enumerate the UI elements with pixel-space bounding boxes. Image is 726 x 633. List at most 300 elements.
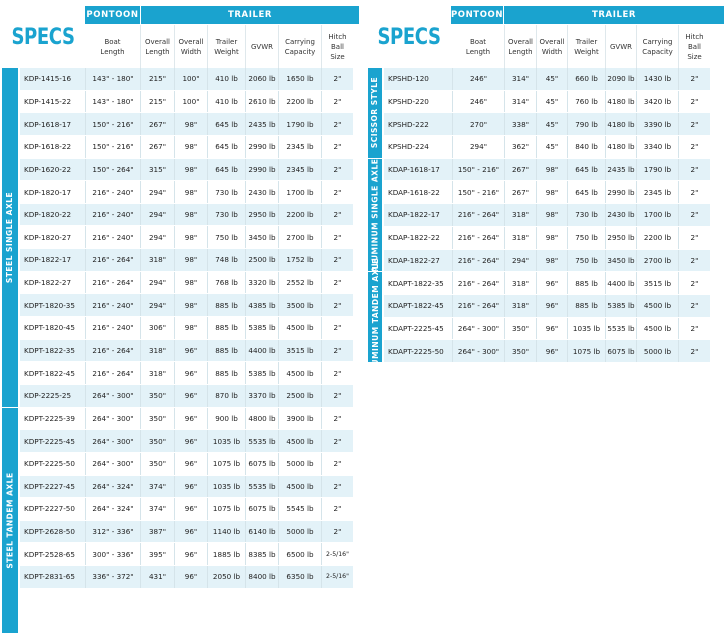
value-cell: 96" — [536, 272, 567, 294]
value-cell: 98" — [174, 136, 207, 158]
model-cell: KDPT-2831-65 — [24, 572, 75, 582]
value-cell: 410 lb — [207, 91, 245, 113]
table-row — [20, 294, 353, 317]
value-cell: 6500 lb — [278, 543, 321, 565]
value-cell: 4500 lb — [636, 295, 678, 317]
value-cell: 216" - 264" — [452, 250, 504, 272]
value-cell: 96" — [174, 362, 207, 384]
value-cell: 2" — [678, 181, 710, 203]
table-row — [20, 498, 353, 521]
column-header: Trailer Weight — [567, 25, 605, 68]
table-row — [384, 272, 710, 295]
value-cell: 98" — [536, 250, 567, 272]
value-cell: 150" - 216" — [85, 136, 140, 158]
table-row — [20, 408, 353, 431]
value-cell: 2" — [678, 272, 710, 294]
value-cell: 5000 lb — [636, 340, 678, 362]
value-cell: 98" — [174, 249, 207, 271]
value-cell: 750 lb — [207, 226, 245, 248]
value-cell: 4180 lb — [605, 113, 636, 135]
value-cell: 748 lb — [207, 249, 245, 271]
table-row — [20, 159, 353, 182]
value-cell: 216" - 264" — [452, 295, 504, 317]
value-cell: 267" — [140, 136, 174, 158]
value-cell: 2" — [678, 340, 710, 362]
model-cell: KPSHD-220 — [388, 97, 429, 107]
value-cell: 264" - 324" — [85, 498, 140, 520]
value-cell: 2500 lb — [245, 249, 278, 271]
section-label — [368, 68, 382, 158]
pontoon-group-header: PONTOON — [85, 6, 140, 24]
value-cell: 645 lb — [207, 159, 245, 181]
model-cell: KDP-1820-22 — [24, 210, 72, 220]
value-cell: 150" - 216" — [452, 181, 504, 203]
value-cell: 362" — [504, 136, 536, 158]
value-cell: 2" — [321, 204, 353, 226]
value-cell: 4500 lb — [636, 318, 678, 340]
column-header: Overall Length — [140, 25, 174, 68]
value-cell: 96" — [536, 340, 567, 362]
value-cell: 216" - 240" — [85, 294, 140, 316]
model-cell: KDP-2225-25 — [24, 391, 72, 401]
model-cell: KDPT-1822-45 — [24, 368, 75, 378]
section-label-text: ALUMINUM SINGLE AXLE — [370, 158, 380, 272]
value-cell: 1430 lb — [636, 68, 678, 90]
table-row — [384, 340, 710, 363]
value-cell: 5535 lb — [245, 476, 278, 498]
value-cell: 2" — [321, 317, 353, 339]
value-cell: 6350 lb — [278, 566, 321, 588]
value-cell: 318" — [504, 204, 536, 226]
value-cell: 216" - 264" — [85, 362, 140, 384]
value-cell: 98" — [174, 159, 207, 181]
model-cell: KDAP-1618-22 — [388, 187, 440, 197]
value-cell: 4800 lb — [245, 408, 278, 430]
model-cell: KDAPT-2225-50 — [388, 346, 444, 356]
value-cell: 660 lb — [567, 68, 605, 90]
value-cell: 96" — [536, 295, 567, 317]
value-cell: 216" - 264" — [85, 340, 140, 362]
value-cell: 2" — [321, 159, 353, 181]
value-cell: 318" — [140, 340, 174, 362]
value-cell: 96" — [174, 521, 207, 543]
value-cell: 6075 lb — [245, 453, 278, 475]
value-cell: 2" — [678, 227, 710, 249]
model-cell: KDP-1415-22 — [24, 96, 72, 106]
column-header: GVWR — [605, 25, 636, 68]
model-cell: KDP-1822-27 — [24, 278, 72, 288]
value-cell: 2435 lb — [245, 113, 278, 135]
value-cell: 270" — [452, 113, 504, 135]
value-cell: 3515 lb — [278, 340, 321, 362]
value-cell: 2" — [321, 521, 353, 543]
model-cell: KDPT-1822-35 — [24, 346, 75, 355]
value-cell: 4500 lb — [278, 362, 321, 384]
value-cell: 2200 lb — [278, 204, 321, 226]
value-cell: 2" — [678, 295, 710, 317]
model-cell: KDAP-1822-17 — [388, 210, 440, 220]
value-cell: 410 lb — [207, 68, 245, 90]
value-cell: 318" — [504, 272, 536, 294]
value-cell: 2" — [678, 113, 710, 135]
value-cell: 143" - 180" — [85, 68, 140, 90]
section-label — [368, 159, 382, 272]
value-cell: 336" - 372" — [85, 566, 140, 588]
value-cell: 45" — [536, 91, 567, 113]
value-cell: 350" — [140, 408, 174, 430]
value-cell: 1075 lb — [207, 453, 245, 475]
section-label-text: ALUMINUM TANDEM AXLE — [370, 257, 380, 377]
value-cell: 8385 lb — [245, 543, 278, 565]
model-cell: KDAPT-1822-35 — [388, 278, 444, 288]
value-cell: 1075 lb — [207, 498, 245, 520]
value-cell: 2435 lb — [605, 159, 636, 181]
value-cell: 2" — [321, 226, 353, 248]
value-cell: 730 lb — [207, 204, 245, 226]
value-cell: 885 lb — [207, 340, 245, 362]
value-cell: 143" - 180" — [85, 91, 140, 113]
value-cell: 5385 lb — [245, 362, 278, 384]
value-cell: 96" — [174, 385, 207, 407]
model-cell: KDPT-2628-50 — [24, 527, 75, 537]
value-cell: 2" — [321, 113, 353, 135]
section-label-text: SCISSOR STYLE — [370, 77, 380, 149]
table-row — [384, 68, 710, 91]
value-cell: 6075 lb — [245, 498, 278, 520]
value-cell: 96" — [174, 453, 207, 475]
model-cell: KDP-1618-22 — [24, 142, 72, 152]
value-cell: 2430 lb — [245, 181, 278, 203]
value-cell: 215" — [140, 91, 174, 113]
table-row — [20, 543, 353, 566]
table-row — [384, 181, 710, 204]
value-cell: 300" - 336" — [85, 543, 140, 565]
value-cell: 5385 lb — [605, 295, 636, 317]
value-cell: 1790 lb — [278, 113, 321, 135]
table-body — [20, 68, 353, 589]
value-cell: 216" - 264" — [452, 272, 504, 294]
value-cell: 315" — [140, 159, 174, 181]
value-cell: 645 lb — [207, 113, 245, 135]
value-cell: 267" — [140, 113, 174, 135]
column-header: Overall Width — [536, 25, 567, 68]
section-label-text: STEEL TANDEM AXLE — [5, 472, 15, 569]
model-cell: KDP-1820-27 — [24, 232, 72, 242]
value-cell: 431" — [140, 566, 174, 588]
value-cell: 350" — [140, 385, 174, 407]
trailer-group-header: TRAILER — [504, 6, 724, 24]
value-cell: 264" - 324" — [85, 476, 140, 498]
table-row — [20, 521, 353, 544]
value-cell: 2-5/16" — [321, 543, 353, 565]
model-cell: KDAP-1822-22 — [388, 233, 440, 243]
model-cell: KDPT-1820-35 — [24, 300, 75, 310]
value-cell: 98" — [536, 204, 567, 226]
section-label-text: STEEL SINGLE AXLE — [5, 191, 15, 284]
value-cell: 267" — [504, 181, 536, 203]
value-cell: 3900 lb — [278, 408, 321, 430]
table-row — [384, 250, 710, 273]
value-cell: 350" — [140, 453, 174, 475]
value-cell: 100" — [174, 68, 207, 90]
value-cell: 215" — [140, 68, 174, 90]
value-cell: 96" — [174, 408, 207, 430]
value-cell: 4500 lb — [278, 317, 321, 339]
column-header: Boat Length — [100, 37, 125, 56]
value-cell: 8400 lb — [245, 566, 278, 588]
value-cell: 338" — [504, 113, 536, 135]
value-cell: 2" — [321, 91, 353, 113]
table-row — [20, 272, 353, 295]
model-cell: KDPT-1820-45 — [24, 323, 75, 333]
column-header: Overall Width — [174, 25, 207, 68]
value-cell: 2200 lb — [636, 227, 678, 249]
table-row — [20, 68, 353, 91]
column-header: Hitch Ball Size — [678, 25, 710, 68]
value-cell: 96" — [174, 340, 207, 362]
model-cell: KDAPT-1822-45 — [388, 301, 444, 311]
value-cell: 2990 lb — [245, 136, 278, 158]
model-cell: KDPT-2225-50 — [24, 459, 75, 469]
value-cell: 98" — [536, 227, 567, 249]
value-cell: 2" — [678, 159, 710, 181]
value-cell: 350" — [140, 430, 174, 452]
value-cell: 294" — [140, 181, 174, 203]
model-cell: KDP-1620-22 — [24, 164, 72, 174]
column-header: Carrying Capacity — [278, 25, 321, 68]
value-cell: 2" — [321, 362, 353, 384]
value-cell: 150" - 216" — [452, 159, 504, 181]
value-cell: 1700 lb — [278, 181, 321, 203]
value-cell: 2090 lb — [605, 68, 636, 90]
value-cell: 294" — [140, 294, 174, 316]
value-cell: 885 lb — [567, 295, 605, 317]
model-cell: KPSHD-222 — [388, 119, 429, 129]
value-cell: 264" - 300" — [452, 340, 504, 362]
value-cell: 3500 lb — [278, 294, 321, 316]
value-cell: 98" — [536, 181, 567, 203]
table-row — [20, 566, 353, 589]
value-cell: 2430 lb — [605, 204, 636, 226]
value-cell: 5535 lb — [245, 430, 278, 452]
value-cell: 216" - 264" — [452, 204, 504, 226]
value-cell: 96" — [174, 566, 207, 588]
value-cell: 1650 lb — [278, 68, 321, 90]
value-cell: 350" — [504, 318, 536, 340]
value-cell: 2" — [678, 250, 710, 272]
value-cell: 2610 lb — [245, 91, 278, 113]
value-cell: 3450 lb — [605, 250, 636, 272]
value-cell: 645 lb — [567, 181, 605, 203]
value-cell: 264" - 300" — [85, 453, 140, 475]
value-cell: 750 lb — [567, 250, 605, 272]
value-cell: 5545 lb — [278, 498, 321, 520]
value-cell: 6140 lb — [245, 521, 278, 543]
model-cell: KDAPT-2225-45 — [388, 323, 444, 333]
table-row — [20, 362, 353, 385]
value-cell: 730 lb — [207, 181, 245, 203]
model-cell: KDPT-2225-45 — [24, 436, 75, 446]
value-cell: 2" — [321, 453, 353, 475]
value-cell: 267" — [504, 159, 536, 181]
section-label — [2, 408, 18, 633]
aluminum-specs-table — [368, 6, 724, 377]
value-cell: 3320 lb — [245, 272, 278, 294]
model-cell: KDP-1618-17 — [24, 119, 72, 129]
value-cell: 2500 lb — [278, 385, 321, 407]
value-cell: 6075 lb — [605, 340, 636, 362]
value-cell: 294" — [140, 226, 174, 248]
value-cell: 2" — [678, 318, 710, 340]
value-cell: 294" — [140, 204, 174, 226]
value-cell: 885 lb — [567, 272, 605, 294]
table-row — [20, 204, 353, 227]
value-cell: 294" — [452, 136, 504, 158]
pontoon-group-header: PONTOON — [451, 6, 503, 24]
table-row — [384, 295, 710, 318]
model-cell: KDPT-2227-50 — [24, 504, 75, 514]
value-cell: 264" - 300" — [85, 385, 140, 407]
value-cell: 2" — [678, 136, 710, 158]
value-cell: 870 lb — [207, 385, 245, 407]
value-cell: 150" - 216" — [85, 113, 140, 135]
steel-specs-table — [2, 6, 359, 591]
model-cell: KDAP-1618-17 — [388, 165, 440, 175]
value-cell: 96" — [174, 430, 207, 452]
column-header: Boat Length — [465, 37, 491, 56]
value-cell: 4385 lb — [245, 294, 278, 316]
value-cell: 98" — [536, 159, 567, 181]
table-row — [20, 249, 353, 272]
value-cell: 3450 lb — [245, 226, 278, 248]
value-cell: 2" — [321, 272, 353, 294]
value-cell: 1752 lb — [278, 249, 321, 271]
value-cell: 4180 lb — [605, 136, 636, 158]
column-header: Overall Length — [504, 25, 536, 68]
value-cell: 1035 lb — [207, 430, 245, 452]
value-cell: 3370 lb — [245, 385, 278, 407]
value-cell: 4500 lb — [278, 476, 321, 498]
value-cell: 5000 lb — [278, 521, 321, 543]
value-cell: 2" — [321, 136, 353, 158]
value-cell: 3515 lb — [636, 272, 678, 294]
value-cell: 1035 lb — [567, 318, 605, 340]
value-cell: 98" — [174, 317, 207, 339]
model-cell: KDPT-2528-65 — [24, 549, 75, 559]
value-cell: 750 lb — [567, 227, 605, 249]
value-cell: 2990 lb — [245, 159, 278, 181]
value-cell: 318" — [504, 295, 536, 317]
value-cell: 768 lb — [207, 272, 245, 294]
value-cell: 350" — [504, 340, 536, 362]
value-cell: 2345 lb — [278, 136, 321, 158]
value-cell: 306" — [140, 317, 174, 339]
value-cell: 264" - 300" — [85, 430, 140, 452]
value-cell: 840 lb — [567, 136, 605, 158]
column-header: Hitch Ball Size — [321, 25, 353, 68]
value-cell: 730 lb — [567, 204, 605, 226]
value-cell: 2060 lb — [245, 68, 278, 90]
value-cell: 395" — [140, 543, 174, 565]
value-cell: 96" — [174, 476, 207, 498]
value-cell: 216" - 264" — [85, 272, 140, 294]
specs-title: SPECS — [377, 24, 441, 50]
table-row — [384, 227, 710, 250]
model-cell: KDP-1822-17 — [24, 255, 72, 265]
value-cell: 2700 lb — [636, 250, 678, 272]
value-cell: 216" - 240" — [85, 317, 140, 339]
value-cell: 216" - 240" — [85, 204, 140, 226]
value-cell: 318" — [504, 227, 536, 249]
value-cell: 374" — [140, 498, 174, 520]
table-row — [384, 113, 710, 136]
value-cell: 96" — [174, 498, 207, 520]
value-cell: 2" — [321, 294, 353, 316]
value-cell: 3340 lb — [636, 136, 678, 158]
value-cell: 294" — [504, 250, 536, 272]
value-cell: 900 lb — [207, 408, 245, 430]
value-cell: 5000 lb — [278, 453, 321, 475]
value-cell: 264" - 300" — [85, 408, 140, 430]
value-cell: 246" — [452, 91, 504, 113]
value-cell: 318" — [140, 362, 174, 384]
column-header: GVWR — [245, 25, 278, 68]
table-row — [20, 181, 353, 204]
value-cell: 216" - 264" — [452, 227, 504, 249]
value-cell: 885 lb — [207, 294, 245, 316]
value-cell: 3420 lb — [636, 91, 678, 113]
table-row — [20, 430, 353, 453]
value-cell: 4500 lb — [278, 430, 321, 452]
value-cell: 5535 lb — [605, 318, 636, 340]
value-cell: 760 lb — [567, 91, 605, 113]
value-cell: 2" — [321, 430, 353, 452]
section-label — [368, 257, 382, 377]
value-cell: 2-5/16" — [321, 566, 353, 588]
model-cell: KPSHD-120 — [388, 74, 429, 84]
value-cell: 2552 lb — [278, 272, 321, 294]
value-cell: 2345 lb — [278, 159, 321, 181]
model-cell: KDPT-2225-39 — [24, 413, 75, 423]
table-row — [384, 159, 710, 182]
value-cell: 216" - 240" — [85, 181, 140, 203]
value-cell: 1790 lb — [636, 159, 678, 181]
value-cell: 2" — [321, 249, 353, 271]
value-cell: 2200 lb — [278, 91, 321, 113]
value-cell: 314" — [504, 68, 536, 90]
model-cell: KDAP-1822-27 — [388, 255, 440, 265]
table-row — [384, 91, 710, 114]
table-row — [384, 204, 710, 227]
value-cell: 2" — [321, 385, 353, 407]
table-row — [20, 340, 353, 363]
model-cell: KDP-1415-16 — [24, 74, 72, 84]
table-row — [384, 318, 710, 341]
value-cell: 4400 lb — [245, 340, 278, 362]
value-cell: 2" — [321, 476, 353, 498]
value-cell: 216" - 264" — [85, 249, 140, 271]
value-cell: 387" — [140, 521, 174, 543]
table-row — [20, 476, 353, 499]
table-row — [20, 453, 353, 476]
specs-title: SPECS — [11, 24, 75, 50]
value-cell: 1885 lb — [207, 543, 245, 565]
table-row — [20, 91, 353, 114]
column-header: Carrying Capacity — [636, 25, 678, 68]
value-cell: 96" — [174, 543, 207, 565]
model-cell: KDPT-2227-45 — [24, 481, 75, 491]
value-cell: 3390 lb — [636, 113, 678, 135]
